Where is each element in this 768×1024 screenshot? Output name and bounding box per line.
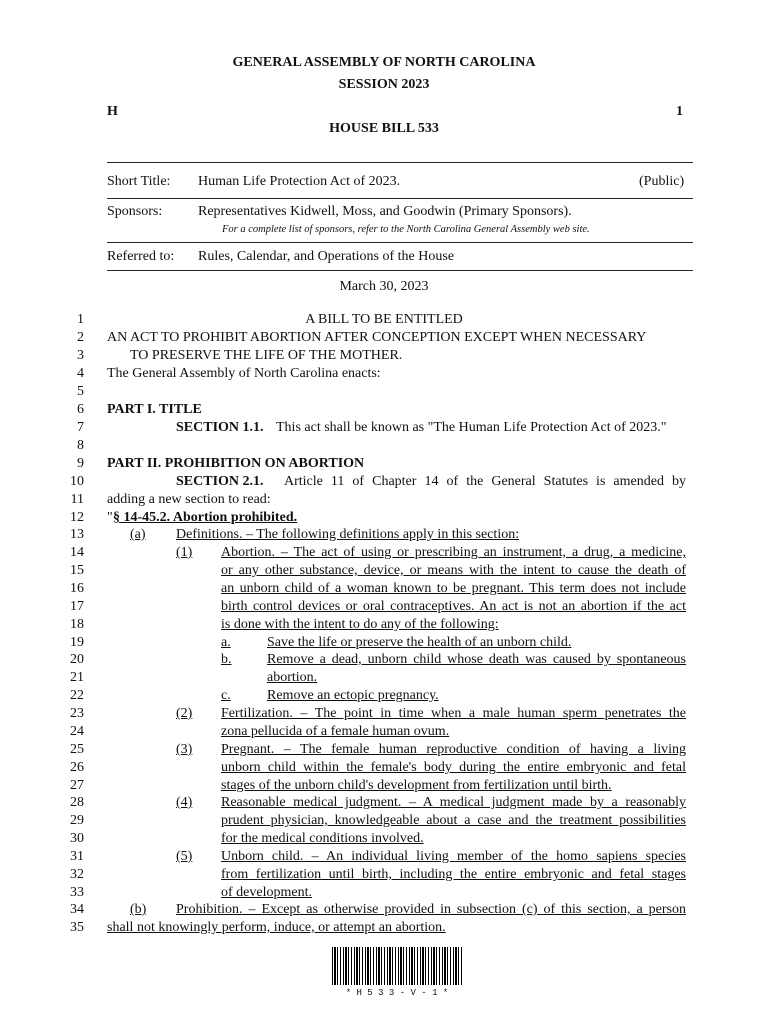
line-number: 1 bbox=[77, 312, 84, 327]
line-number: 20 bbox=[70, 652, 84, 667]
prohibition-text: Prohibition. – Except as otherwise provided in subsection (c) of this section, a person bbox=[176, 902, 686, 917]
barcode-text: * H 5 3 3 - V - 1 * bbox=[345, 988, 449, 998]
act-title: AN ACT TO PROHIBIT ABORTION AFTER CONCEPTION EXCEPT WHEN NECESSARY bbox=[107, 330, 647, 345]
chamber-letter: H bbox=[107, 104, 118, 119]
definition-text: Reasonable medical judgment. – A medical judgment made by a reasonably bbox=[221, 795, 686, 810]
section-text: This act shall be known as "The Human Life Protection Act of 2023." bbox=[276, 420, 667, 435]
line-number: 12 bbox=[70, 510, 84, 525]
definition-text: stages of the unborn child's development from fertilization until birth. bbox=[221, 778, 612, 793]
open-quote: " bbox=[107, 510, 113, 525]
divider bbox=[107, 270, 693, 271]
line-number: 25 bbox=[70, 742, 84, 757]
barcode bbox=[332, 947, 462, 985]
item-marker: (5) bbox=[176, 849, 193, 864]
section-text: adding a new section to read: bbox=[107, 492, 271, 507]
sponsors-label: Sponsors: bbox=[107, 204, 163, 219]
line-number: 15 bbox=[70, 563, 84, 578]
line-number: 30 bbox=[70, 831, 84, 846]
subitem-marker: b. bbox=[221, 652, 232, 667]
line-number: 9 bbox=[77, 456, 84, 471]
definition-text: is done with the intent to do any of the following: bbox=[221, 617, 499, 632]
referred-label: Referred to: bbox=[107, 249, 175, 264]
line-number: 19 bbox=[70, 635, 84, 650]
line-number: 34 bbox=[70, 902, 84, 917]
line-number: 13 bbox=[70, 527, 84, 542]
definition-text: Abortion. – The act of using or prescribing an instrument, a drug, a medicine, bbox=[221, 545, 686, 560]
section-number: SECTION 1.1. bbox=[176, 420, 264, 435]
part-heading: PART II. PROHIBITION ON ABORTION bbox=[107, 456, 365, 471]
line-number: 33 bbox=[70, 885, 84, 900]
act-title-cont: TO PRESERVE THE LIFE OF THE MOTHER. bbox=[130, 348, 403, 363]
sponsors: Representatives Kidwell, Moss, and Goodwin (Primary Sponsors). bbox=[198, 204, 572, 219]
definition-text: or any other substance, device, or means with the intent to cause the death of bbox=[221, 563, 686, 578]
subitem-text: Remove a dead, unborn child whose death was caused by spontaneous bbox=[267, 652, 686, 667]
assembly-title: GENERAL ASSEMBLY OF NORTH CAROLINA bbox=[232, 55, 536, 70]
line-number: 23 bbox=[70, 706, 84, 721]
line-number: 31 bbox=[70, 849, 84, 864]
subitem-text: abortion. bbox=[267, 670, 318, 685]
short-title: Human Life Protection Act of 2023. bbox=[198, 174, 401, 189]
item-marker: (3) bbox=[176, 742, 193, 757]
definition-text: Pregnant. – The female human reproductive condition of having a living bbox=[221, 742, 686, 757]
definition-text: for the medical conditions involved. bbox=[221, 831, 424, 846]
statute-heading: § 14-45.2. Abortion prohibited. bbox=[113, 510, 298, 525]
definition-text: unborn child within the female's body during the entire embryonic and fetal bbox=[221, 760, 686, 775]
definition-text: zona pellucida of a female human ovum. bbox=[221, 724, 450, 739]
divider bbox=[107, 162, 693, 163]
prohibition-text: shall not knowingly perform, induce, or attempt an abortion. bbox=[107, 920, 446, 935]
line-number: 3 bbox=[77, 348, 84, 363]
referred-to: Rules, Calendar, and Operations of the House bbox=[198, 249, 455, 264]
line-number: 2 bbox=[77, 330, 84, 345]
line-number: 24 bbox=[70, 724, 84, 739]
bill-date: March 30, 2023 bbox=[339, 279, 429, 294]
short-title-label: Short Title: bbox=[107, 174, 171, 189]
item-marker: (1) bbox=[176, 545, 193, 560]
definitions-intro: Definitions. – The following definitions apply in this section: bbox=[176, 527, 520, 542]
line-number: 14 bbox=[70, 545, 84, 560]
line-number: 6 bbox=[77, 402, 84, 417]
session-title: SESSION 2023 bbox=[338, 77, 430, 92]
item-marker: (2) bbox=[176, 706, 193, 721]
line-number: 21 bbox=[70, 670, 84, 685]
definition-text: birth control devices or oral contraceptives. An act is not an abortion if the act bbox=[221, 599, 686, 614]
divider bbox=[107, 198, 693, 199]
line-number: 18 bbox=[70, 617, 84, 632]
divider bbox=[107, 242, 693, 243]
line-number: 29 bbox=[70, 813, 84, 828]
subitem-text: Save the life or preserve the health of an unborn child. bbox=[267, 635, 572, 650]
item-marker: (4) bbox=[176, 795, 193, 810]
bill-number: HOUSE BILL 533 bbox=[329, 121, 439, 136]
section-number: SECTION 2.1. bbox=[176, 474, 264, 489]
line-number: 7 bbox=[77, 420, 84, 435]
bill-heading: A BILL TO BE ENTITLED bbox=[305, 312, 463, 327]
line-number: 11 bbox=[70, 492, 84, 507]
definition-text: from fertilization until birth, including the entire embryonic and fetal stages bbox=[221, 867, 686, 882]
enacting-clause: The General Assembly of North Carolina enacts: bbox=[107, 366, 381, 381]
subsection-marker: (a) bbox=[130, 527, 146, 542]
line-number: 5 bbox=[77, 384, 84, 399]
section-text: Article 11 of Chapter 14 of the General Statutes is amended by bbox=[284, 474, 686, 489]
line-number: 35 bbox=[70, 920, 84, 935]
part-heading: PART I. TITLE bbox=[107, 402, 202, 417]
definition-text: Fertilization. – The point in time when a male human sperm penetrates the bbox=[221, 706, 686, 721]
version-number: 1 bbox=[676, 104, 683, 119]
subitem-marker: a. bbox=[221, 635, 231, 650]
line-number: 8 bbox=[77, 438, 84, 453]
line-number: 16 bbox=[70, 581, 84, 596]
subitem-text: Remove an ectopic pregnancy. bbox=[267, 688, 439, 703]
subitem-marker: c. bbox=[221, 688, 231, 703]
sponsors-note: For a complete list of sponsors, refer to the North Carolina General Assembly web site. bbox=[222, 224, 590, 235]
line-number: 17 bbox=[70, 599, 84, 614]
public-label: (Public) bbox=[639, 174, 685, 189]
line-number: 4 bbox=[77, 366, 84, 381]
line-number: 32 bbox=[70, 867, 84, 882]
subsection-marker: (b) bbox=[130, 902, 147, 917]
line-number: 28 bbox=[70, 795, 84, 810]
definition-text: Unborn child. – An individual living member of the homo sapiens species bbox=[221, 849, 686, 864]
definition-text: an unborn child of a woman known to be pregnant. This term does not include bbox=[221, 581, 686, 596]
definition-text: prudent physician, knowledgeable about a case and the treatment possibilities bbox=[221, 813, 686, 828]
line-number: 22 bbox=[70, 688, 84, 703]
line-number: 26 bbox=[70, 760, 84, 775]
line-number: 10 bbox=[70, 474, 84, 489]
definition-text: of development. bbox=[221, 885, 312, 900]
line-number: 27 bbox=[70, 778, 84, 793]
